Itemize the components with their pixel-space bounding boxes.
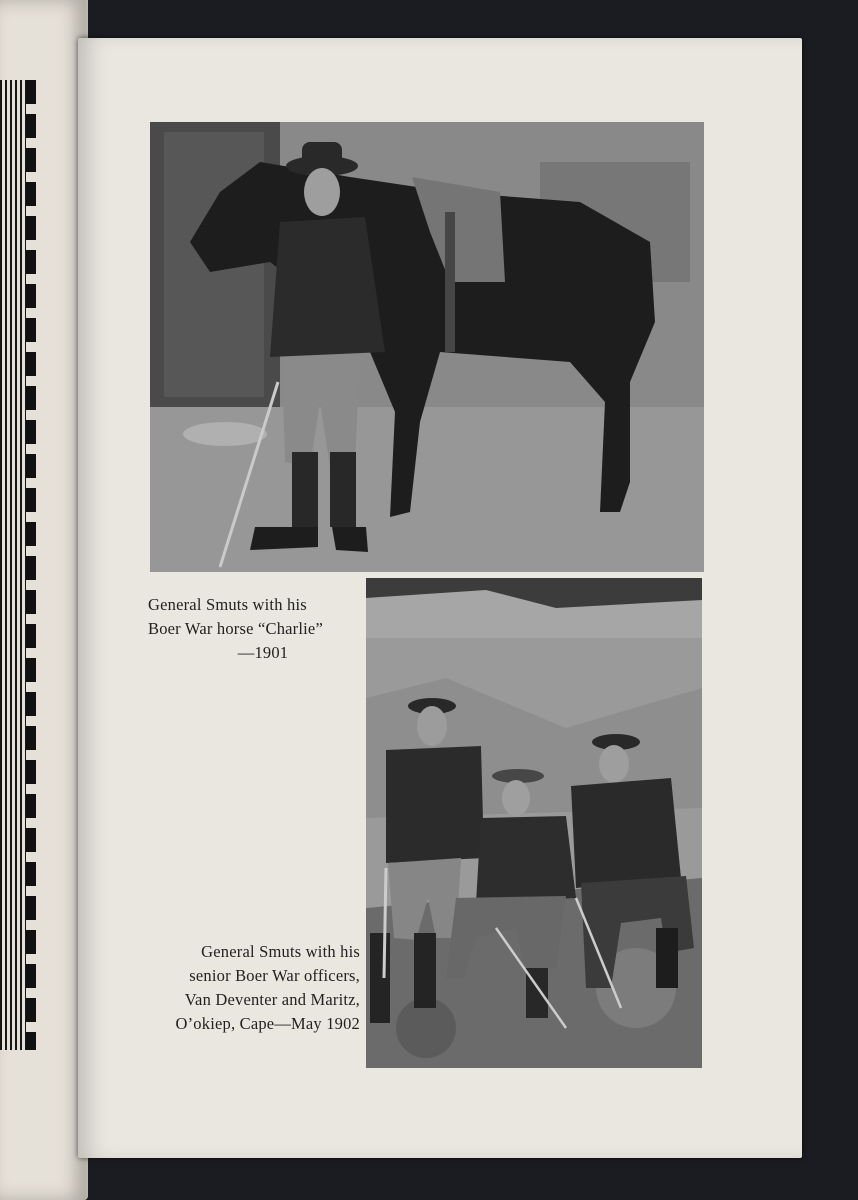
caption-line: Van Deventer and Maritz,	[184, 990, 360, 1009]
caption-line: General Smuts with his	[201, 942, 360, 961]
caption-line: General Smuts with his	[148, 595, 307, 614]
left-page	[0, 0, 88, 1200]
caption-line: Boer War horse “Charlie”	[148, 619, 323, 638]
caption-officers-photo	[146, 940, 360, 1036]
photo-smuts-with-horse	[150, 122, 704, 572]
decorative-stripe-edge	[26, 80, 36, 1050]
caption-line: O’okiep, Cape—May 1902	[175, 1014, 360, 1033]
caption-date: —1901	[237, 643, 289, 662]
caption-line: senior Boer War officers,	[189, 966, 360, 985]
caption-horse-photo	[148, 593, 362, 665]
photo-smuts-with-officers	[366, 578, 702, 1068]
